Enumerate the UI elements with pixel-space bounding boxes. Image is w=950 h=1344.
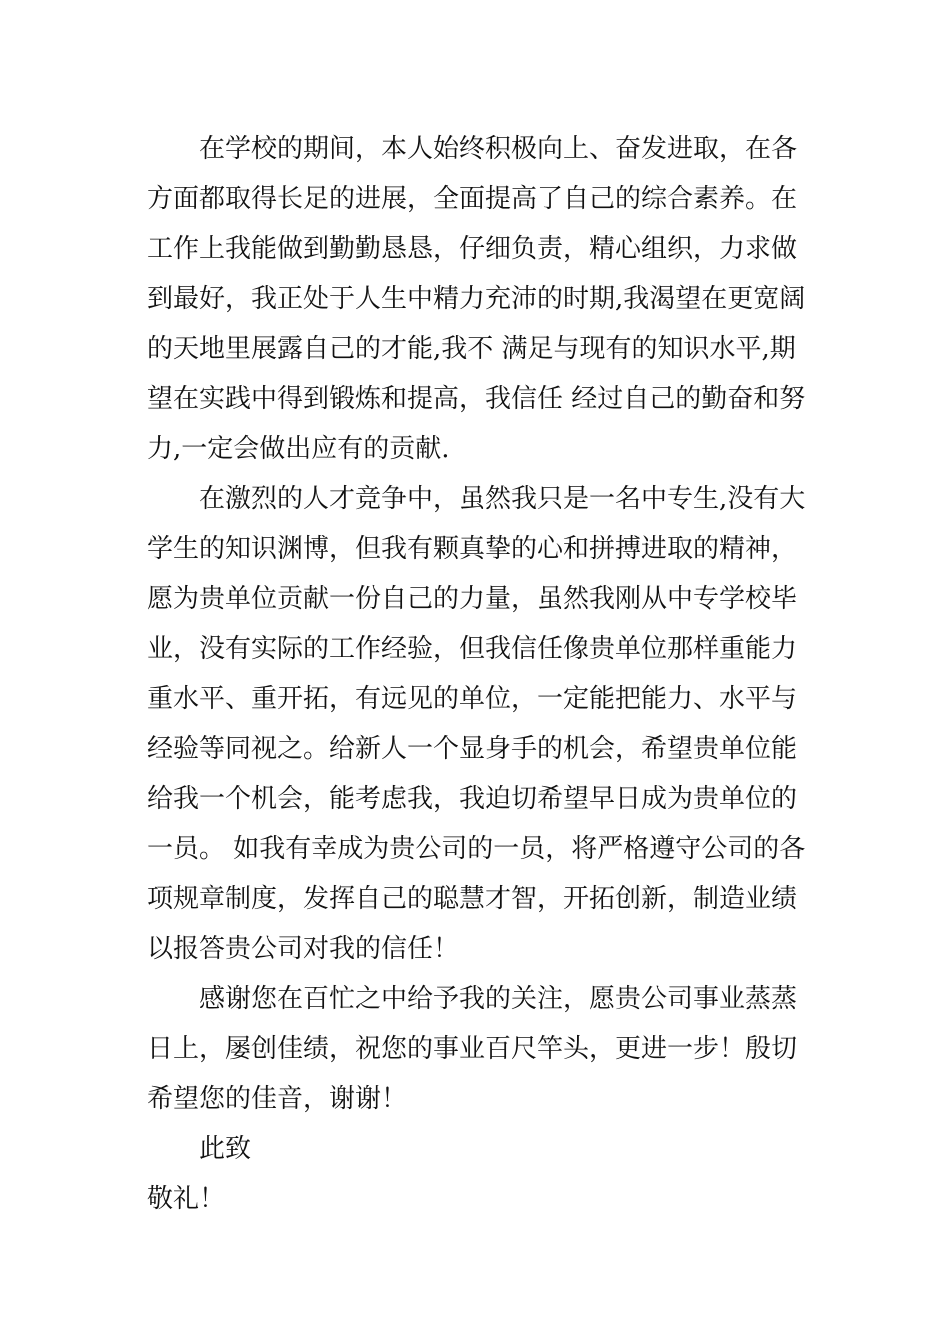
text-line: 一员。 如我有幸成为贵公司的一员，将严格遵守公司的各 xyxy=(147,834,806,864)
text-line: 项规章制度，发挥自己的聪慧才智，开拓创新，制造业绩 xyxy=(147,884,798,914)
text-line: 敬礼！ xyxy=(147,1184,226,1214)
text-line: 力,一定会做出应有的贡献. xyxy=(147,434,450,464)
text-line: 工作上我能做到勤勤恳恳，仔细负责，精心组织，力求做 xyxy=(147,234,798,264)
text-line: 愿为贵单位贡献一份自己的力量，虽然我刚从中专学校毕 xyxy=(147,584,798,614)
text-line: 到最好，我正处于人生中精力充沛的时期,我渴望在更宽阔 xyxy=(147,284,806,314)
text-line: 日上，屡创佳绩，祝您的事业百尺竿头，更进一步！殷切 xyxy=(147,1034,798,1064)
text-line: 经验等同视之。给新人一个显身手的机会，希望贵单位能 xyxy=(147,734,798,764)
text-line: 感谢您在百忙之中给予我的关注，愿贵公司事业蒸蒸 xyxy=(147,984,798,1014)
text-line: 此致 xyxy=(147,1134,252,1164)
text-line: 重水平、重开拓，有远见的单位，一定能把能力、水平与 xyxy=(147,684,798,714)
text-line: 以报答贵公司对我的信任！ xyxy=(147,934,460,964)
text-line: 的天地里展露自己的才能,我不 满足与现有的知识水平,期 xyxy=(147,334,796,364)
text-line: 在学校的期间，本人始终积极向上、奋发进取，在各 xyxy=(147,134,798,164)
text-line: 业，没有实际的工作经验，但我信任像贵单位那样重能力 xyxy=(147,634,798,664)
text-line: 在激烈的人才竞争中，虽然我只是一名中专生,没有大 xyxy=(147,484,806,514)
text-line: 给我一个机会，能考虑我，我迫切希望早日成为贵单位的 xyxy=(147,784,798,814)
text-line: 希望您的佳音，谢谢！ xyxy=(147,1084,408,1114)
text-line: 方面都取得长足的进展，全面提高了自己的综合素养。在 xyxy=(147,184,798,214)
text-line: 望在实践中得到锻炼和提高，我信任 经过自己的勤奋和努 xyxy=(147,384,806,414)
text-line: 学生的知识渊博，但我有颗真挚的心和拼搏进取的精神， xyxy=(147,534,798,564)
